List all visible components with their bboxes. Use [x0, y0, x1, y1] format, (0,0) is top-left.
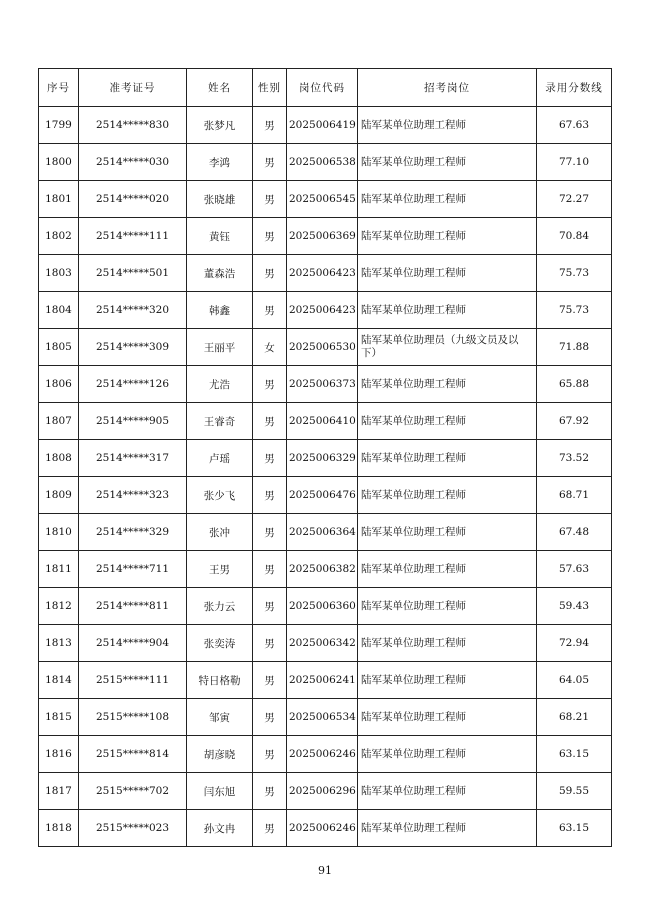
- post-cell: 陆军某单位助理工程师: [358, 514, 537, 551]
- gender-cell: 男: [253, 366, 287, 403]
- serial-number-cell: 1815: [39, 699, 79, 736]
- ticket-number-cell: 2514*****904: [79, 625, 187, 662]
- score-cell: 68.71: [537, 477, 612, 514]
- name-cell: 张梦凡: [187, 107, 253, 144]
- gender-cell: 男: [253, 810, 287, 847]
- results-table: [38, 68, 612, 847]
- ticket-number-cell: 2514*****830: [79, 107, 187, 144]
- ticket-number-cell: 2514*****317: [79, 440, 187, 477]
- name-cell: 王丽平: [187, 329, 253, 366]
- post-cell: 陆军某单位助理工程师: [358, 181, 537, 218]
- gender-cell: 男: [253, 551, 287, 588]
- post-cell: 陆军某单位助理工程师: [358, 810, 537, 847]
- name-cell: 特日格勒: [187, 662, 253, 699]
- name-cell: 闫东旭: [187, 773, 253, 810]
- score-cell: 71.88: [537, 329, 612, 366]
- ticket-number-cell: 2514*****126: [79, 366, 187, 403]
- serial-number-cell: 1804: [39, 292, 79, 329]
- header-cell: 岗位代码: [287, 69, 358, 107]
- gender-cell: 男: [253, 477, 287, 514]
- post-code-cell: 2025006534: [287, 699, 358, 736]
- serial-number-cell: 1817: [39, 773, 79, 810]
- post-code-cell: 2025006246: [287, 810, 358, 847]
- post-code-cell: 2025006545: [287, 181, 358, 218]
- gender-cell: 男: [253, 662, 287, 699]
- post-cell: 陆军某单位助理工程师: [358, 736, 537, 773]
- serial-number-cell: 1812: [39, 588, 79, 625]
- post-cell: 陆军某单位助理工程师: [358, 625, 537, 662]
- score-cell: 72.94: [537, 625, 612, 662]
- score-cell: 67.48: [537, 514, 612, 551]
- score-cell: 59.55: [537, 773, 612, 810]
- post-cell: 陆军某单位助理工程师: [358, 773, 537, 810]
- score-cell: 73.52: [537, 440, 612, 477]
- score-cell: 59.43: [537, 588, 612, 625]
- header-cell: 性别: [253, 69, 287, 107]
- serial-number-cell: 1807: [39, 403, 79, 440]
- page-number: 91: [318, 864, 332, 877]
- post-cell: 陆军某单位助理工程师: [358, 144, 537, 181]
- table-row: [39, 366, 612, 403]
- name-cell: 王男: [187, 551, 253, 588]
- table-row: [39, 181, 612, 218]
- ticket-number-cell: 2514*****323: [79, 477, 187, 514]
- table-row: [39, 736, 612, 773]
- post-cell: 陆军某单位助理工程师: [358, 366, 537, 403]
- gender-cell: 男: [253, 440, 287, 477]
- post-code-cell: 2025006364: [287, 514, 358, 551]
- name-cell: 王睿奇: [187, 403, 253, 440]
- post-code-cell: 2025006369: [287, 218, 358, 255]
- table-row: [39, 588, 612, 625]
- score-cell: 72.27: [537, 181, 612, 218]
- ticket-number-cell: 2514*****309: [79, 329, 187, 366]
- score-cell: 64.05: [537, 662, 612, 699]
- post-cell: 陆军某单位助理工程师: [358, 551, 537, 588]
- name-cell: 尤浩: [187, 366, 253, 403]
- name-cell: 张力云: [187, 588, 253, 625]
- score-cell: 67.63: [537, 107, 612, 144]
- post-cell: 陆军某单位助理工程师: [358, 440, 537, 477]
- score-cell: 75.73: [537, 292, 612, 329]
- post-code-cell: 2025006246: [287, 736, 358, 773]
- gender-cell: 男: [253, 107, 287, 144]
- name-cell: 张冲: [187, 514, 253, 551]
- ticket-number-cell: 2514*****811: [79, 588, 187, 625]
- name-cell: 张奕涛: [187, 625, 253, 662]
- header-cell: 序号: [39, 69, 79, 107]
- ticket-number-cell: 2514*****020: [79, 181, 187, 218]
- post-code-cell: 2025006296: [287, 773, 358, 810]
- post-code-cell: 2025006241: [287, 662, 358, 699]
- score-cell: 63.15: [537, 810, 612, 847]
- name-cell: 黄钰: [187, 218, 253, 255]
- gender-cell: 男: [253, 255, 287, 292]
- ticket-number-cell: 2514*****320: [79, 292, 187, 329]
- post-cell: 陆军某单位助理工程师: [358, 662, 537, 699]
- score-cell: 57.63: [537, 551, 612, 588]
- score-cell: 65.88: [537, 366, 612, 403]
- name-cell: 韩鑫: [187, 292, 253, 329]
- ticket-number-cell: 2514*****501: [79, 255, 187, 292]
- header-cell: 招考岗位: [358, 69, 537, 107]
- post-code-cell: 2025006410: [287, 403, 358, 440]
- ticket-number-cell: 2514*****329: [79, 514, 187, 551]
- post-cell: 陆军某单位助理员（九级文员及以下）: [358, 329, 537, 366]
- serial-number-cell: 1805: [39, 329, 79, 366]
- header-cell: 录用分数线: [537, 69, 612, 107]
- serial-number-cell: 1801: [39, 181, 79, 218]
- post-cell: 陆军某单位助理工程师: [358, 403, 537, 440]
- table-row: [39, 625, 612, 662]
- serial-number-cell: 1818: [39, 810, 79, 847]
- name-cell: 孙文冉: [187, 810, 253, 847]
- post-code-cell: 2025006530: [287, 329, 358, 366]
- table-row: [39, 292, 612, 329]
- header-row: [39, 69, 612, 107]
- gender-cell: 男: [253, 181, 287, 218]
- gender-cell: 男: [253, 514, 287, 551]
- ticket-number-cell: 2515*****111: [79, 662, 187, 699]
- name-cell: 董森浩: [187, 255, 253, 292]
- post-cell: 陆军某单位助理工程师: [358, 477, 537, 514]
- serial-number-cell: 1802: [39, 218, 79, 255]
- score-cell: 63.15: [537, 736, 612, 773]
- post-cell: 陆军某单位助理工程师: [358, 218, 537, 255]
- score-cell: 70.84: [537, 218, 612, 255]
- ticket-number-cell: 2514*****111: [79, 218, 187, 255]
- gender-cell: 男: [253, 699, 287, 736]
- table-row: [39, 551, 612, 588]
- name-cell: 邹寅: [187, 699, 253, 736]
- table-row: [39, 477, 612, 514]
- ticket-number-cell: 2514*****711: [79, 551, 187, 588]
- ticket-number-cell: 2515*****814: [79, 736, 187, 773]
- post-code-cell: 2025006360: [287, 588, 358, 625]
- post-code-cell: 2025006419: [287, 107, 358, 144]
- header-cell: 姓名: [187, 69, 253, 107]
- serial-number-cell: 1810: [39, 514, 79, 551]
- gender-cell: 男: [253, 403, 287, 440]
- post-cell: 陆军某单位助理工程师: [358, 588, 537, 625]
- score-cell: 75.73: [537, 255, 612, 292]
- table-row: [39, 144, 612, 181]
- table-body: [39, 107, 612, 847]
- gender-cell: 女: [253, 329, 287, 366]
- ticket-number-cell: 2515*****702: [79, 773, 187, 810]
- score-cell: 67.92: [537, 403, 612, 440]
- gender-cell: 男: [253, 773, 287, 810]
- post-code-cell: 2025006423: [287, 255, 358, 292]
- ticket-number-cell: 2515*****023: [79, 810, 187, 847]
- table-row: [39, 255, 612, 292]
- table-row: [39, 773, 612, 810]
- serial-number-cell: 1809: [39, 477, 79, 514]
- table-row: [39, 107, 612, 144]
- gender-cell: 男: [253, 588, 287, 625]
- post-code-cell: 2025006538: [287, 144, 358, 181]
- post-cell: 陆军某单位助理工程师: [358, 255, 537, 292]
- serial-number-cell: 1803: [39, 255, 79, 292]
- name-cell: 胡彦晓: [187, 736, 253, 773]
- post-code-cell: 2025006382: [287, 551, 358, 588]
- table-row: [39, 514, 612, 551]
- table-row: [39, 403, 612, 440]
- gender-cell: 男: [253, 625, 287, 662]
- ticket-number-cell: 2515*****108: [79, 699, 187, 736]
- score-cell: 68.21: [537, 699, 612, 736]
- table-row: [39, 218, 612, 255]
- post-code-cell: 2025006476: [287, 477, 358, 514]
- gender-cell: 男: [253, 292, 287, 329]
- post-cell: 陆军某单位助理工程师: [358, 292, 537, 329]
- serial-number-cell: 1808: [39, 440, 79, 477]
- score-cell: 77.10: [537, 144, 612, 181]
- serial-number-cell: 1814: [39, 662, 79, 699]
- post-code-cell: 2025006329: [287, 440, 358, 477]
- table-row: [39, 329, 612, 366]
- serial-number-cell: 1813: [39, 625, 79, 662]
- gender-cell: 男: [253, 736, 287, 773]
- serial-number-cell: 1806: [39, 366, 79, 403]
- name-cell: 张少飞: [187, 477, 253, 514]
- post-code-cell: 2025006342: [287, 625, 358, 662]
- serial-number-cell: 1811: [39, 551, 79, 588]
- serial-number-cell: 1799: [39, 107, 79, 144]
- gender-cell: 男: [253, 218, 287, 255]
- name-cell: 李鸿: [187, 144, 253, 181]
- gender-cell: 男: [253, 144, 287, 181]
- name-cell: 张晓雄: [187, 181, 253, 218]
- post-code-cell: 2025006373: [287, 366, 358, 403]
- post-code-cell: 2025006423: [287, 292, 358, 329]
- name-cell: 卢瑶: [187, 440, 253, 477]
- table-row: [39, 440, 612, 477]
- ticket-number-cell: 2514*****905: [79, 403, 187, 440]
- serial-number-cell: 1800: [39, 144, 79, 181]
- ticket-number-cell: 2514*****030: [79, 144, 187, 181]
- table-row: [39, 810, 612, 847]
- post-cell: 陆军某单位助理工程师: [358, 107, 537, 144]
- table-row: [39, 699, 612, 736]
- table-row: [39, 662, 612, 699]
- serial-number-cell: 1816: [39, 736, 79, 773]
- header-cell: 准考证号: [79, 69, 187, 107]
- post-cell: 陆军某单位助理工程师: [358, 699, 537, 736]
